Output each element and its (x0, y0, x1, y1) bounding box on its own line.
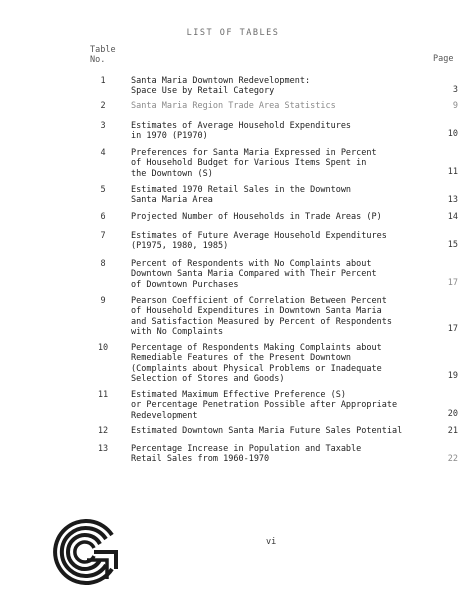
table-number: 5 (100, 185, 106, 195)
page-number: 9 (452, 101, 458, 111)
table-title: Santa Maria Region Trade Area Statistics (131, 101, 336, 111)
table-number: 6 (100, 212, 106, 222)
page-number: 13 (447, 195, 458, 205)
page-number: 19 (447, 371, 458, 381)
table-title: Estimated Maximum Effective Preference (S) or Percentage Penetration Possible after Appropriate Redevelopment (131, 390, 398, 421)
page-number: 20 (447, 409, 458, 419)
page-title: LIST OF TABLES (186, 28, 280, 38)
page-number: 21 (447, 426, 458, 436)
table-number: 4 (100, 148, 106, 158)
page-number: 3 (452, 85, 458, 95)
table-title: Estimates of Future Average Household Expenditures (P1975, 1980, 1985) (131, 231, 387, 252)
page-column-header: Page (433, 54, 454, 64)
page-number: 15 (447, 240, 458, 250)
page-folio: vi (266, 537, 277, 547)
page-number: 17 (447, 324, 458, 334)
table-title: Projected Number of Households in Trade Areas (P) (131, 212, 382, 222)
table-title: Estimated 1970 Retail Sales in the Downtown Santa Maria Area (131, 185, 352, 206)
table-number: 10 (97, 343, 109, 353)
table-number: 11 (97, 390, 109, 400)
table-title: Percentage of Respondents Making Complaints about Remediable Features of the Present Downtown (Complaints about Physical Problems or Inadequate Selection of Stores and Goods) (131, 343, 382, 384)
table-title: Estimates of Average Household Expenditures in 1970 (P1970) (131, 121, 352, 142)
table-number: 13 (97, 444, 109, 454)
table-number-header: Table No. (90, 45, 116, 65)
table-title: Santa Maria Downtown Redevelopment: Space Use by Retail Category (131, 76, 311, 97)
table-number: 7 (100, 231, 106, 241)
table-number: 2 (100, 101, 106, 111)
table-title: Pearson Coefficient of Correlation Between Percent of Household Expenditures in Downtown Santa Maria and Satisfaction Measured by Percent of Respondents with No Complaints (131, 296, 392, 337)
table-number: 1 (100, 76, 106, 86)
table-title: Percent of Respondents with No Complaints about Downtown Santa Maria Compared with Their Percent of Downtown Purchases (131, 259, 377, 290)
table-number: 3 (100, 121, 106, 131)
page-number: 22 (447, 454, 458, 464)
page-number: 17 (447, 278, 458, 288)
table-number: 9 (100, 296, 106, 306)
table-title: Estimated Downtown Santa Maria Future Sales Potential (131, 426, 403, 436)
table-title: Percentage Increase in Population and Taxable Retail Sales from 1960-1970 (131, 444, 362, 465)
table-number: 12 (97, 426, 109, 436)
page-number: 10 (447, 129, 458, 139)
page-number: 11 (447, 167, 458, 177)
table-number: 8 (100, 259, 106, 269)
cg-logo-icon (50, 519, 124, 585)
table-title: Preferences for Santa Maria Expressed in Percent of Household Budget for Various Items Spent in the Downtown (S) (131, 148, 377, 179)
page-number: 14 (447, 212, 458, 222)
